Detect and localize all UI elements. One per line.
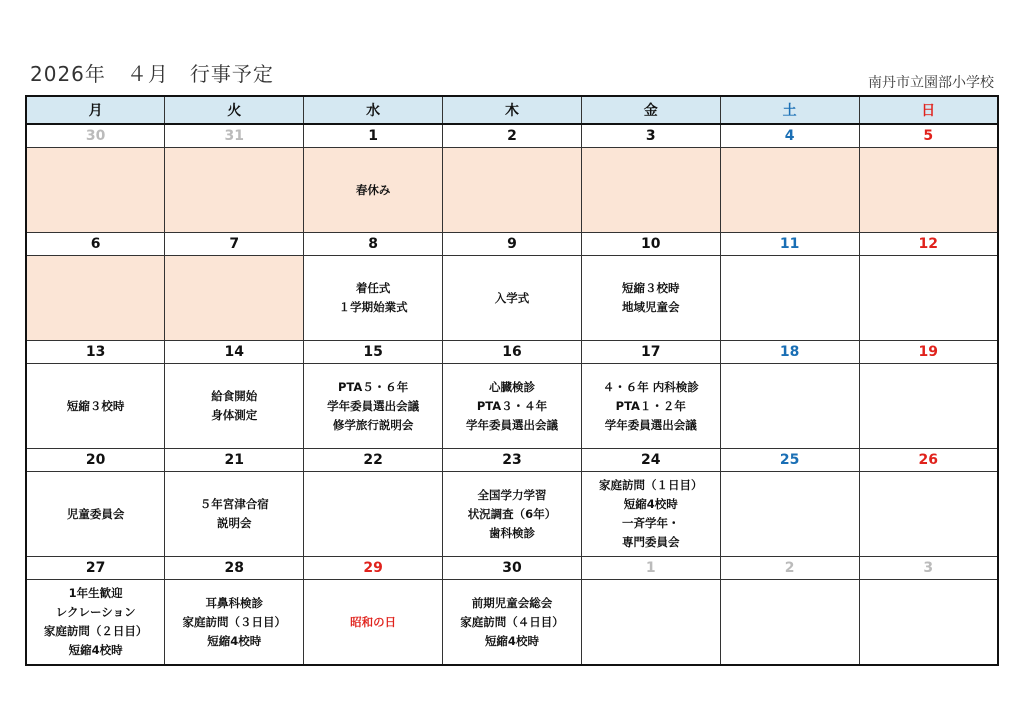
weekday-sun: 日 [859, 96, 998, 124]
date-row [26, 449, 998, 472]
event-cell-mon [26, 580, 165, 666]
school-name: 南丹市立園部小学校 [868, 75, 994, 91]
weekday-tue: 火 [165, 96, 304, 124]
date-row [26, 341, 998, 364]
date-cell-sun: 19 [859, 341, 998, 364]
event-cell-sat [720, 148, 859, 233]
event-text: 一斉学年・ [622, 516, 680, 530]
date-cell-thu: 30 [443, 557, 582, 580]
date-cell-thu: 2 [443, 124, 582, 148]
event-row [26, 256, 998, 341]
event-cell-mon [26, 364, 165, 449]
event-row [26, 364, 998, 449]
event-cell-fri [581, 580, 720, 666]
date-cell-thu: 16 [443, 341, 582, 364]
event-cell-wed [304, 364, 443, 449]
date-cell-tue: 28 [165, 557, 304, 580]
event-cell-thu [443, 256, 582, 341]
date-cell-mon: 30 [26, 124, 165, 148]
event-cell-thu [443, 148, 582, 233]
event-cell-sat [720, 256, 859, 341]
event-text: 専門委員会 [622, 535, 680, 549]
date-cell-tue: 21 [165, 449, 304, 472]
event-text: 説明会 [217, 516, 252, 530]
event-text: 家庭訪問（２日目） [43, 624, 148, 638]
event-text: 地域児童会 [622, 300, 680, 314]
event-cell-sat [720, 580, 859, 666]
event-text: 前期児童会総会 [471, 595, 553, 610]
event-row [26, 472, 998, 557]
date-cell-wed: 15 [304, 341, 443, 364]
event-row [26, 580, 998, 666]
date-row [26, 233, 998, 256]
event-cell-wed [304, 148, 443, 233]
date-cell-mon: 13 [26, 341, 165, 364]
date-cell-sun: 12 [859, 233, 998, 256]
event-cell-sun [859, 148, 998, 233]
date-cell-sat: 11 [720, 233, 859, 256]
weekday-fri: 金 [581, 96, 720, 124]
event-text: 着任式 [355, 281, 391, 295]
event-text: 短縮4校時 [484, 633, 539, 648]
event-text: 状況調査（6年） [467, 506, 557, 521]
event-cell-thu [443, 472, 582, 557]
event-text: １学期始業式 [338, 300, 408, 314]
date-cell-sun: 26 [859, 449, 998, 472]
event-cell-sat [720, 472, 859, 557]
event-cell-tue [165, 148, 304, 233]
date-row [26, 124, 998, 148]
date-cell-mon: 27 [26, 557, 165, 580]
event-text: 家庭訪問（１日目） [599, 478, 703, 492]
event-row [26, 148, 998, 233]
event-text: 家庭訪問（３日目） [182, 614, 287, 629]
event-cell-fri [581, 148, 720, 233]
event-text: PTA３・４年 [476, 398, 548, 413]
event-text: PTA５・６年 [337, 379, 409, 394]
event-cell-fri [581, 256, 720, 341]
date-cell-thu: 9 [443, 233, 582, 256]
event-text: 春休み [355, 182, 391, 197]
page-title: 2026年 ４月 行事予定 [30, 62, 274, 86]
date-cell-sat: 25 [720, 449, 859, 472]
event-text: 学年委員選出会議 [327, 398, 420, 413]
event-text: 身体測定 [211, 408, 258, 422]
weekday-wed: 水 [304, 96, 443, 124]
date-cell-sun: 3 [859, 557, 998, 580]
date-cell-wed: 1 [304, 124, 443, 148]
event-text: 学年委員選出会議 [465, 417, 558, 432]
event-cell-wed [304, 580, 443, 666]
event-text: 入学式 [494, 290, 530, 305]
event-cell-sun [859, 256, 998, 341]
date-cell-sat: 4 [720, 124, 859, 148]
event-text: 昭和の日 [350, 614, 397, 629]
event-cell-sun [859, 580, 998, 666]
event-text: 短縮4校時 [68, 643, 123, 657]
date-cell-fri: 3 [581, 124, 720, 148]
event-cell-thu [443, 364, 582, 449]
event-text: 学年委員選出会議 [604, 417, 697, 432]
date-cell-tue: 14 [165, 341, 304, 364]
event-cell-wed [304, 256, 443, 341]
date-cell-wed: 29 [304, 557, 443, 580]
event-text: レクレーション [55, 605, 136, 619]
weekday-mon: 月 [26, 96, 165, 124]
date-cell-fri: 17 [581, 341, 720, 364]
event-cell-tue [165, 256, 304, 341]
event-text: PTA１・２年 [615, 398, 686, 413]
event-cell-mon [26, 472, 165, 557]
event-text: 耳鼻科検診 [205, 595, 264, 610]
date-cell-fri: 1 [581, 557, 720, 580]
event-cell-wed [304, 472, 443, 557]
weekday-sat: 土 [720, 96, 859, 124]
event-text: 全国学力学習 [477, 487, 547, 502]
weekday-thu: 木 [443, 96, 582, 124]
date-cell-fri: 10 [581, 233, 720, 256]
event-cell-mon [26, 148, 165, 233]
date-cell-mon: 6 [26, 233, 165, 256]
event-text: ５年宮津合宿 [199, 497, 269, 511]
event-text: ４・６年 内科検診 [602, 379, 699, 394]
event-cell-fri [581, 472, 720, 557]
date-cell-wed: 22 [304, 449, 443, 472]
event-cell-tue [165, 580, 304, 666]
event-text: 短縮4校時 [207, 633, 262, 648]
event-text: 給食開始 [211, 389, 258, 403]
date-row [26, 557, 998, 580]
event-text: 短縮4校時 [623, 497, 678, 511]
event-text: 家庭訪問（４日目） [460, 614, 564, 629]
monthly-calendar [25, 95, 999, 666]
date-cell-tue: 7 [165, 233, 304, 256]
weekday-header-row [26, 96, 998, 124]
event-cell-fri [581, 364, 720, 449]
event-text: 心臓検診 [488, 379, 535, 394]
date-cell-thu: 23 [443, 449, 582, 472]
date-cell-wed: 8 [304, 233, 443, 256]
date-cell-sun: 5 [859, 124, 998, 148]
date-cell-sat: 18 [720, 341, 859, 364]
event-text: 修学旅行説明会 [332, 417, 414, 432]
event-cell-sat [720, 364, 859, 449]
event-text: 歯科検診 [488, 525, 535, 540]
event-cell-thu [443, 580, 582, 666]
event-text: 児童委員会 [66, 506, 125, 521]
event-cell-tue [165, 364, 304, 449]
event-cell-mon [26, 256, 165, 341]
date-cell-fri: 24 [581, 449, 720, 472]
date-cell-tue: 31 [165, 124, 304, 148]
event-cell-sun [859, 364, 998, 449]
event-text: 短縮３校時 [66, 398, 125, 413]
event-cell-tue [165, 472, 304, 557]
event-cell-sun [859, 472, 998, 557]
date-cell-mon: 20 [26, 449, 165, 472]
event-text: 1年生歓迎 [68, 586, 123, 600]
date-cell-sat: 2 [720, 557, 859, 580]
event-text: 短縮３校時 [622, 281, 680, 295]
